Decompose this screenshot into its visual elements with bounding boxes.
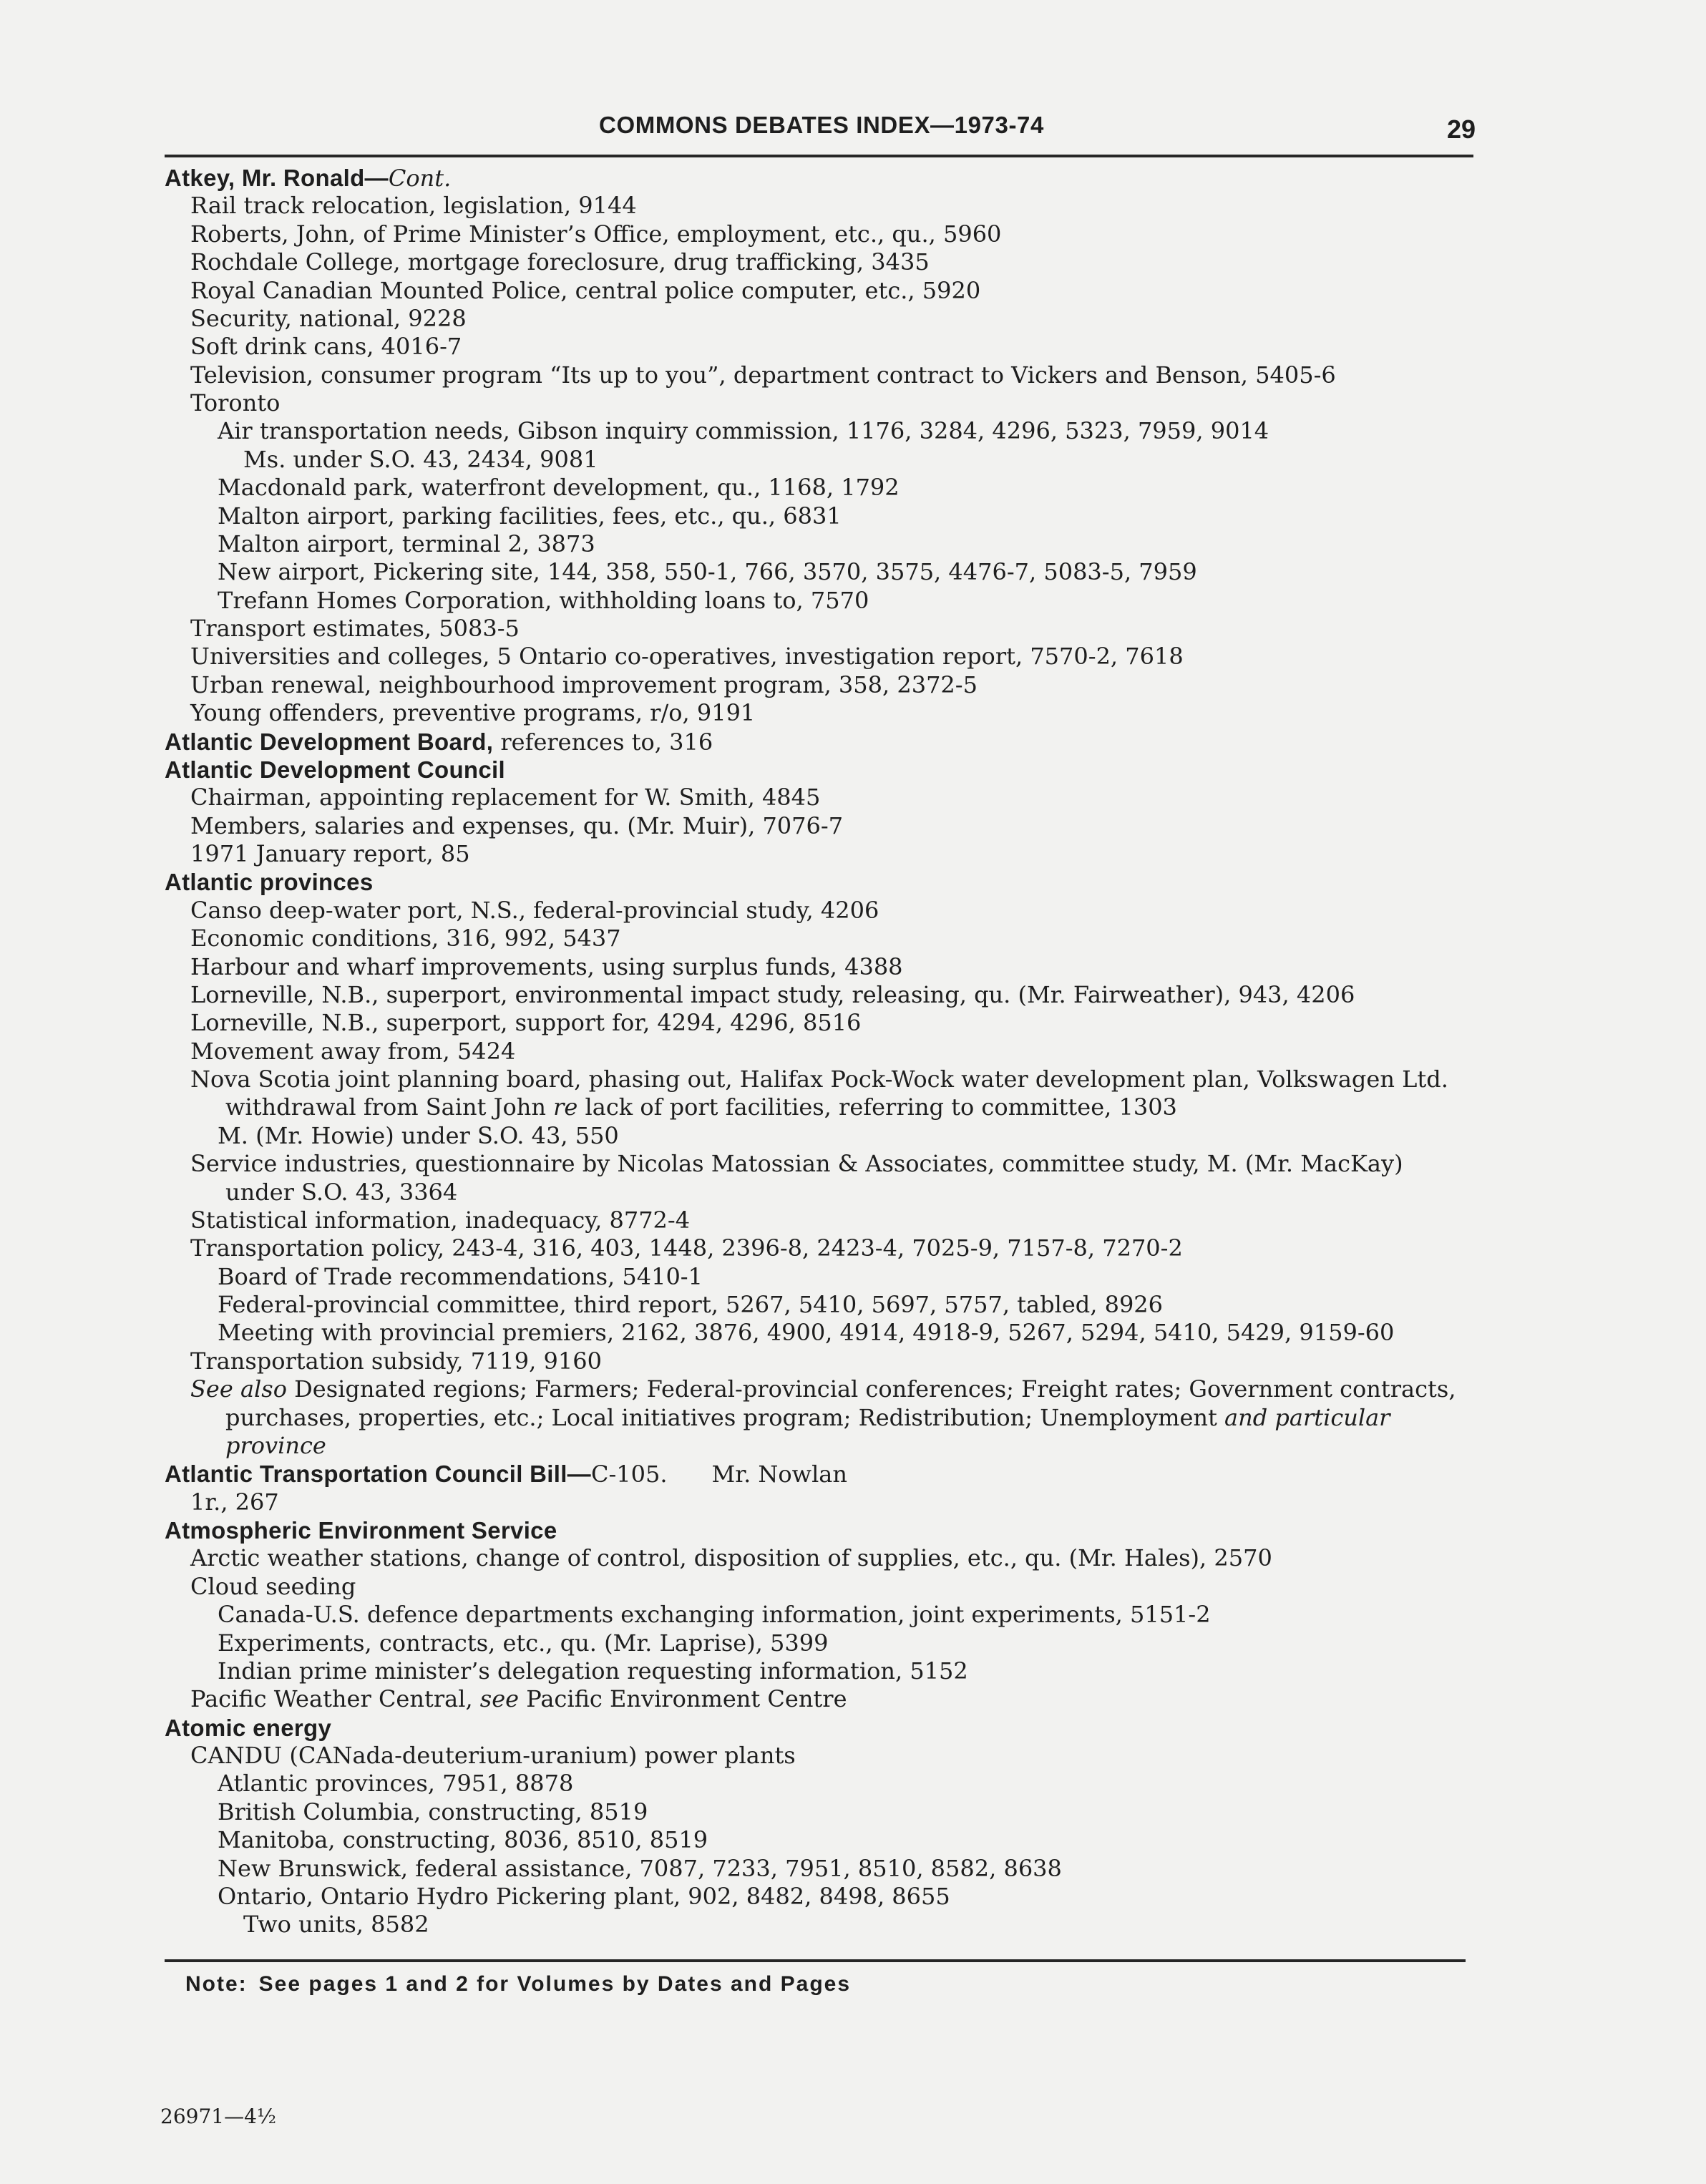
italic-text: province (225, 1431, 326, 1459)
index-entry (0, 897, 1706, 925)
index-entry (0, 1038, 1706, 1066)
index-heading (0, 756, 1706, 784)
index-heading (0, 1714, 1706, 1742)
entry-text: purchases, properties, etc.; Local initiatives program; Redistribution; Unemployment (225, 1403, 1225, 1431)
entry-text: Designated regions; Farmers; Federal-provincial conferences; Freight rates; Government contracts, (286, 1375, 1456, 1403)
index-entry (0, 1685, 1706, 1713)
note-text: See pages 1 and 2 for Volumes by Dates and Pages (258, 1972, 852, 1996)
index-entry (0, 1375, 1706, 1403)
index-entry (0, 1206, 1706, 1234)
entry-text: references to, 316 (493, 728, 713, 756)
index-heading (0, 1516, 1706, 1544)
entry-text: Transportation policy, 243-4, 316, 403, 1448, 2396-8, 2423-4, 7025-9, 7157-8, 7270-2 (190, 1234, 1183, 1262)
entry-text: Young offenders, preventive programs, r/o, 9191 (190, 699, 756, 727)
entry-text: British Columbia, constructing, 8519 (218, 1798, 648, 1825)
index-entry (0, 840, 1706, 868)
index-subentry (0, 502, 1706, 530)
index-entry (0, 1066, 1706, 1093)
index-subentry (0, 1657, 1706, 1685)
index-entry (0, 812, 1706, 840)
index-subentry (0, 1855, 1706, 1883)
bill-sponsor: Mr. Nowlan (711, 1461, 847, 1488)
entry-text: Cloud seeding (190, 1572, 356, 1600)
entry-text: Arctic weather stations, change of control, disposition of supplies, etc., qu. (Mr. Hales), 2570 (190, 1544, 1272, 1572)
entry-text: Harbour and wharf improvements, using surplus funds, 4388 (190, 952, 903, 980)
entry-text: 1971 January report, 85 (190, 840, 470, 867)
entry-text: Manitoba, constructing, 8036, 8510, 8519 (218, 1826, 708, 1854)
index-subentry (0, 1601, 1706, 1629)
entry-text: Experiments, contracts, etc., qu. (Mr. Laprise), 5399 (218, 1629, 829, 1657)
entry-text: Lorneville, N.B., superport, support for, 4294, 4296, 8516 (190, 1009, 862, 1037)
heading-text: Atlantic Development Council (165, 756, 505, 783)
entry-text: Malton airport, terminal 2, 3873 (218, 530, 595, 557)
index-entry (0, 1009, 1706, 1037)
index-entry (0, 192, 1706, 220)
index-entry (0, 220, 1706, 248)
entry-text: Television, consumer program “Its up to you”, department contract to Vickers and Benson, 5405-6 (190, 361, 1336, 389)
index-subentry (0, 417, 1706, 445)
volumes-note (185, 1968, 851, 2001)
index-entry (0, 1347, 1706, 1375)
entry-text: Atlantic provinces, 7951, 8878 (218, 1770, 574, 1798)
footer-divider (165, 1959, 1466, 1962)
heading-text: Atlantic Transportation Council Bill— (165, 1461, 591, 1488)
index-entry (0, 981, 1706, 1009)
index-entry (0, 333, 1706, 361)
print-code: 26971—4½ (160, 2105, 277, 2128)
index-entry (0, 389, 1706, 417)
italic-text: and particular (1224, 1403, 1390, 1431)
index-heading (0, 868, 1706, 896)
index-entry (0, 615, 1706, 643)
entry-text: Lorneville, N.B., superport, environmental impact study, releasing, qu. (Mr. Fairweather), 943, 4206 (190, 980, 1355, 1008)
index-subentry (0, 474, 1706, 502)
heading-text: Atlantic Development Board, (165, 728, 494, 755)
index-body (0, 164, 1706, 1939)
index-entry-continuation (0, 1404, 1706, 1432)
italic-text: See also (190, 1375, 287, 1403)
entry-text: Security, national, 9228 (190, 304, 467, 332)
entry-text: Federal-provincial committee, third report, 5267, 5410, 5697, 5757, tabled, 8926 (218, 1291, 1164, 1318)
index-entry (0, 671, 1706, 699)
entry-text: Meeting with provincial premiers, 2162, 3876, 4900, 4914, 4918-9, 5267, 5294, 5410, 5429, 9159-60 (218, 1319, 1395, 1347)
index-entry (0, 1488, 1706, 1516)
index-subentry (0, 1291, 1706, 1319)
index-entry (0, 1544, 1706, 1572)
entry-text: Toronto (190, 389, 281, 416)
index-entry-continuation (0, 1432, 1706, 1460)
entry-text: Universities and colleges, 5 Ontario co-operatives, investigation report, 7570-2, 7618 (190, 643, 1184, 671)
heading-text: Atomic energy (165, 1714, 332, 1741)
entry-text: Soft drink cans, 4016-7 (190, 333, 462, 361)
entry-text: Pacific Environment Centre (519, 1685, 847, 1713)
index-entry (0, 1150, 1706, 1178)
index-subentry (0, 1770, 1706, 1798)
index-entry-continuation (0, 1093, 1706, 1121)
index-entry (0, 1742, 1706, 1770)
entry-text: Trefann Homes Corporation, withholding loans to, 7570 (218, 586, 869, 614)
entry-text: Nova Scotia joint planning board, phasing out, Halifax Pock-Wock water development plan, Volkswagen Ltd. (190, 1066, 1448, 1093)
index-subentry (0, 1883, 1706, 1911)
entry-text: Indian prime minister’s delegation requesting information, 5152 (218, 1657, 968, 1685)
entry-text: Economic conditions, 316, 992, 5437 (190, 925, 621, 952)
index-subentry (0, 1798, 1706, 1826)
index-entry-continuation (0, 1179, 1706, 1206)
entry-text: Roberts, John, of Prime Minister’s Office, employment, etc., qu., 5960 (190, 220, 1002, 248)
entry-text: Rochdale College, mortgage foreclosure, drug trafficking, 3435 (190, 248, 930, 276)
index-subentry (0, 1826, 1706, 1854)
heading-text: Atlantic provinces (165, 869, 374, 896)
entry-text: Canso deep-water port, N.S., federal-provincial study, 4206 (190, 896, 879, 924)
entry-text: Service industries, questionnaire by Nicolas Matossian & Associates, committee study, M. (Mr. MacKay) (190, 1150, 1403, 1178)
index-subentry (0, 1122, 1706, 1150)
page-number: 29 (1447, 114, 1476, 144)
index-entry (0, 784, 1706, 811)
index-subentry (0, 530, 1706, 558)
index-entry (0, 925, 1706, 952)
index-subentry (0, 1629, 1706, 1657)
italic-text: Cont. (388, 165, 452, 192)
index-entry (0, 305, 1706, 333)
entry-text: Pacific Weather Central, (190, 1685, 480, 1713)
entry-text: lack of port facilities, referring to committee, 1303 (577, 1093, 1177, 1121)
entry-text: Macdonald park, waterfront development, qu., 1168, 1792 (218, 474, 900, 502)
index-entry (0, 277, 1706, 305)
entry-text: Air transportation needs, Gibson inquiry commission, 1176, 3284, 4296, 5323, 7959, 9014 (218, 417, 1269, 445)
entry-text: Chairman, appointing replacement for W. Smith, 4845 (190, 784, 821, 811)
index-entry (0, 699, 1706, 727)
entry-text: C-105. (590, 1461, 668, 1488)
page-title: COMMONS DEBATES INDEX—1973-74 (599, 112, 1044, 138)
entry-text: Movement away from, 5424 (190, 1037, 516, 1065)
index-entry (0, 1573, 1706, 1601)
entry-text: Statistical information, inadequacy, 8772-4 (190, 1206, 691, 1234)
entry-text: M. (Mr. Howie) under S.O. 43, 550 (218, 1121, 619, 1149)
index-subentry (0, 558, 1706, 586)
index-entry (0, 953, 1706, 981)
index-entry (0, 248, 1706, 276)
entry-text: Ontario, Ontario Hydro Pickering plant, 902, 8482, 8498, 8655 (218, 1882, 950, 1910)
index-subentry (0, 1263, 1706, 1291)
entry-text: Board of Trade recommendations, 5410-1 (218, 1262, 703, 1290)
entry-text: Urban renewal, neighbourhood improvement program, 358, 2372-5 (190, 671, 978, 698)
entry-text: Malton airport, parking facilities, fees, etc., qu., 6831 (218, 502, 842, 530)
entry-text: withdrawal from Saint John (225, 1093, 554, 1121)
note-label: Note: (185, 1972, 248, 1996)
heading-text: Atmospheric Environment Service (165, 1517, 557, 1544)
index-heading (0, 164, 1706, 192)
entry-text: Transport estimates, 5083-5 (190, 615, 520, 642)
index-sub-subentry (0, 446, 1706, 474)
entry-text: Transportation subsidy, 7119, 9160 (190, 1347, 602, 1375)
index-entry (0, 1234, 1706, 1262)
index-heading (0, 1460, 1706, 1488)
entry-text: Rail track relocation, legislation, 9144 (190, 192, 637, 220)
italic-text: re (553, 1093, 578, 1121)
entry-text: Royal Canadian Mounted Police, central police computer, etc., 5920 (190, 276, 981, 304)
index-subentry (0, 1319, 1706, 1347)
index-subentry (0, 587, 1706, 615)
index-entry (0, 361, 1706, 389)
entry-text: Canada-U.S. defence departments exchanging information, joint experiments, 5151-2 (218, 1601, 1211, 1629)
index-entry (0, 643, 1706, 671)
entry-text: Members, salaries and expenses, qu. (Mr. Muir), 7076-7 (190, 811, 844, 839)
entry-text: 1r., 267 (190, 1488, 279, 1516)
entry-text: New Brunswick, federal assistance, 7087, 7233, 7951, 8510, 8582, 8638 (218, 1854, 1062, 1882)
entry-text: under S.O. 43, 3364 (225, 1178, 458, 1206)
entry-text: CANDU (CANada-deuterium-uranium) power plants (190, 1742, 796, 1769)
entry-text: New airport, Pickering site, 144, 358, 550-1, 766, 3570, 3575, 4476-7, 5083-5, 7959 (218, 558, 1197, 586)
index-heading (0, 728, 1706, 756)
italic-text: see (479, 1685, 520, 1713)
header-divider (165, 155, 1473, 157)
index-sub-subentry (0, 1911, 1706, 1939)
heading-text: Atkey, Mr. Ronald— (165, 165, 389, 191)
entry-text: Two units, 8582 (243, 1911, 429, 1939)
entry-text: Ms. under S.O. 43, 2434, 9081 (243, 445, 598, 473)
